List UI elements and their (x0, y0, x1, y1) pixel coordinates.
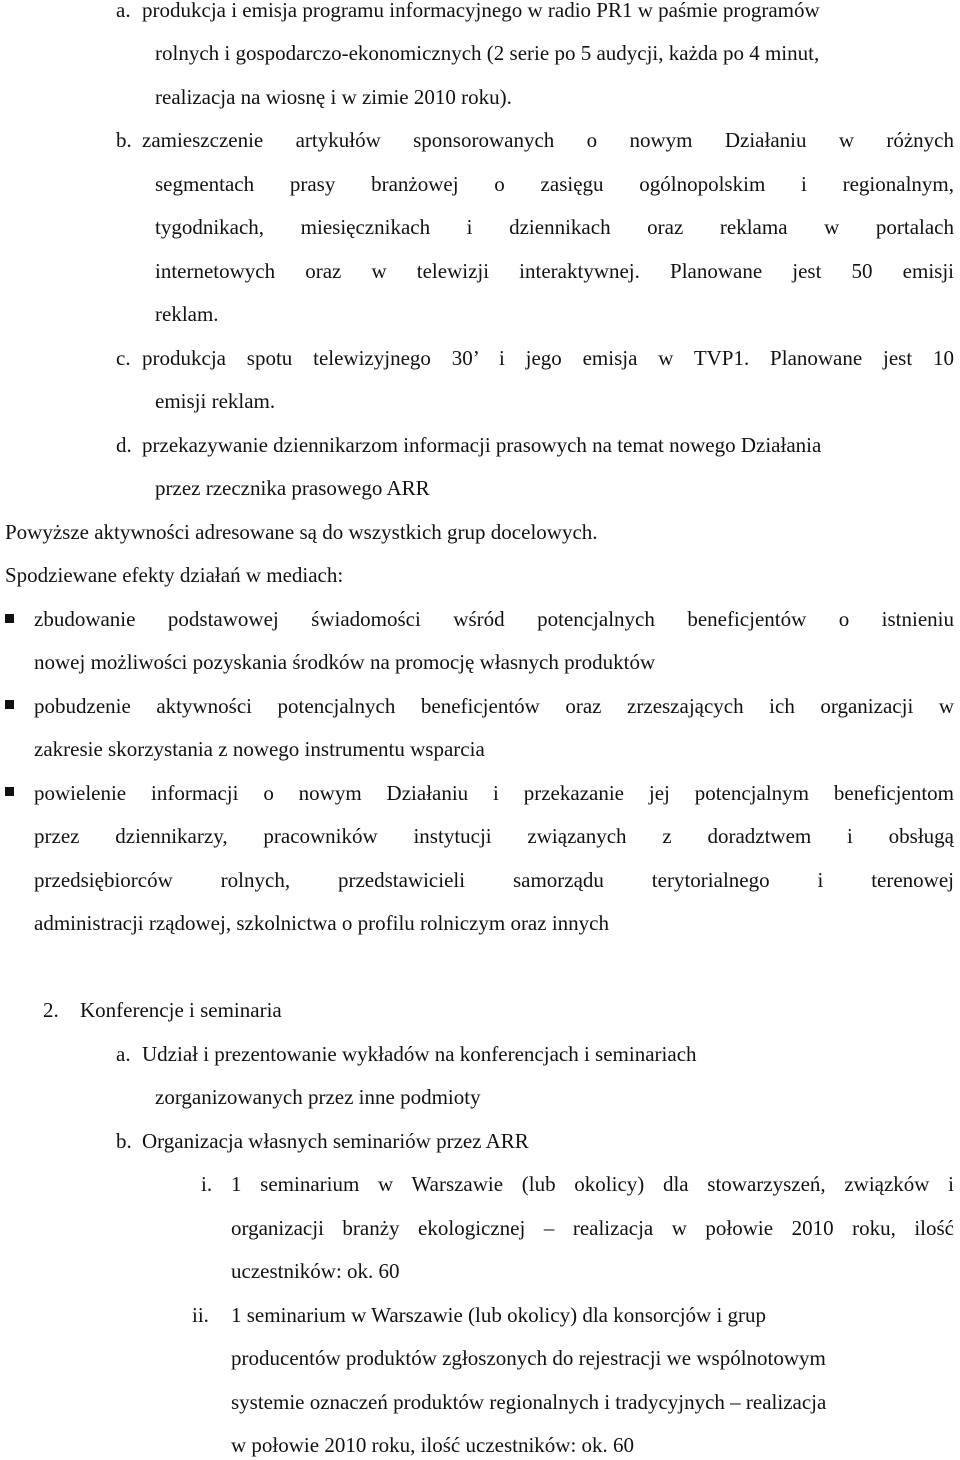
section-number: 2. (43, 998, 59, 1022)
square-bullet-icon (5, 700, 14, 709)
section-item-text: Udział i prezentowanie wykładów na konferencjach i seminariach (142, 1042, 697, 1066)
bullet-text: zakresie skorzystania z nowego instrumentu wsparcia (34, 737, 485, 761)
section-title: Konferencje i seminaria (80, 998, 282, 1022)
list-marker-i: i. (201, 1172, 213, 1196)
item-b-text: reklam. (155, 302, 219, 326)
section-item-text: Organizacja własnych seminariów przez ARR (142, 1129, 529, 1153)
bullet-text: nowej możliwości pozyskania środków na promocję własnych produktów (34, 650, 656, 674)
item-a-text: rolnych i gospodarczo-ekonomicznych (2 serie po 5 audycji, każda po 4 minut, (155, 41, 820, 65)
subitem-text: 1 seminarium w Warszawie (lub okolicy) dla konsorcjów i grup (231, 1303, 767, 1327)
item-b-text: zamieszczenie artykułów sponsorowanych o nowym Działaniu w różnych (142, 128, 954, 152)
bullet-text: powielenie informacji o nowym Działaniu i przekazanie jej potencjalnym beneficjentom (34, 781, 954, 805)
bullet-text: pobudzenie aktywności potencjalnych beneficjentów oraz zrzeszających ich organizacji w (34, 694, 954, 718)
subitem-text: w połowie 2010 roku, ilość uczestników: ok. 60 (231, 1433, 635, 1457)
list-marker-b: b. (116, 1129, 132, 1153)
list-marker-a: a. (116, 0, 131, 22)
paragraph-effects-heading: Spodziewane efekty działań w mediach: (5, 563, 344, 587)
item-a-text: realizacja na wiosnę i w zimie 2010 roku). (155, 85, 512, 109)
subitem-text: producentów produktów zgłoszonych do rejestracji we wspólnotowym (231, 1346, 826, 1370)
item-c-text: emisji reklam. (155, 389, 276, 413)
subitem-text: uczestników: ok. 60 (231, 1259, 400, 1283)
subitem-text: organizacji branży ekologicznej – realizacja w połowie 2010 roku, ilość (231, 1216, 954, 1240)
subitem-text: systemie oznaczeń produktów regionalnych i tradycyjnych – realizacja (231, 1390, 827, 1414)
subitem-text: 1 seminarium w Warszawie (lub okolicy) dla stowarzyszeń, związków i (231, 1172, 954, 1196)
list-marker-a: a. (116, 1042, 131, 1066)
item-b-text: segmentach prasy branżowej o zasięgu ogólnopolskim i regionalnym, (155, 172, 954, 196)
item-d-text: przekazywanie dziennikarzom informacji prasowych na temat nowego Działania (142, 433, 822, 457)
list-marker-d: d. (116, 433, 132, 457)
list-marker-c: c. (116, 346, 131, 370)
bullet-text: zbudowanie podstawowej świadomości wśród potencjalnych beneficjentów o istnieniu (34, 607, 954, 631)
list-marker-b: b. (116, 128, 132, 152)
item-b-text: tygodnikach, miesięcznikach i dziennikach oraz reklama w portalach (155, 215, 954, 239)
bullet-text: przedsiębiorców rolnych, przedstawicieli samorządu terytorialnego i terenowej (34, 868, 954, 892)
bullet-text: przez dziennikarzy, pracowników instytucji związanych z doradztwem i obsługą (34, 824, 954, 848)
item-b-text: internetowych oraz w telewizji interaktywnej. Planowane jest 50 emisji (155, 259, 954, 283)
list-marker-ii: ii. (192, 1303, 209, 1327)
square-bullet-icon (5, 787, 14, 796)
bullet-text: administracji rządowej, szkolnictwa o profilu rolniczym oraz innych (34, 911, 609, 935)
item-c-text: produkcja spotu telewizyjnego 30’ i jego emisja w TVP1. Planowane jest 10 (142, 346, 954, 370)
square-bullet-icon (5, 614, 14, 623)
section-item-text: zorganizowanych przez inne podmioty (155, 1085, 481, 1109)
item-d-text: przez rzecznika prasowego ARR (155, 476, 430, 500)
paragraph-audience: Powyższe aktywności adresowane są do wszystkich grup docelowych. (5, 520, 598, 544)
item-a-text: produkcja i emisja programu informacyjnego w radio PR1 w paśmie programów (142, 0, 820, 22)
